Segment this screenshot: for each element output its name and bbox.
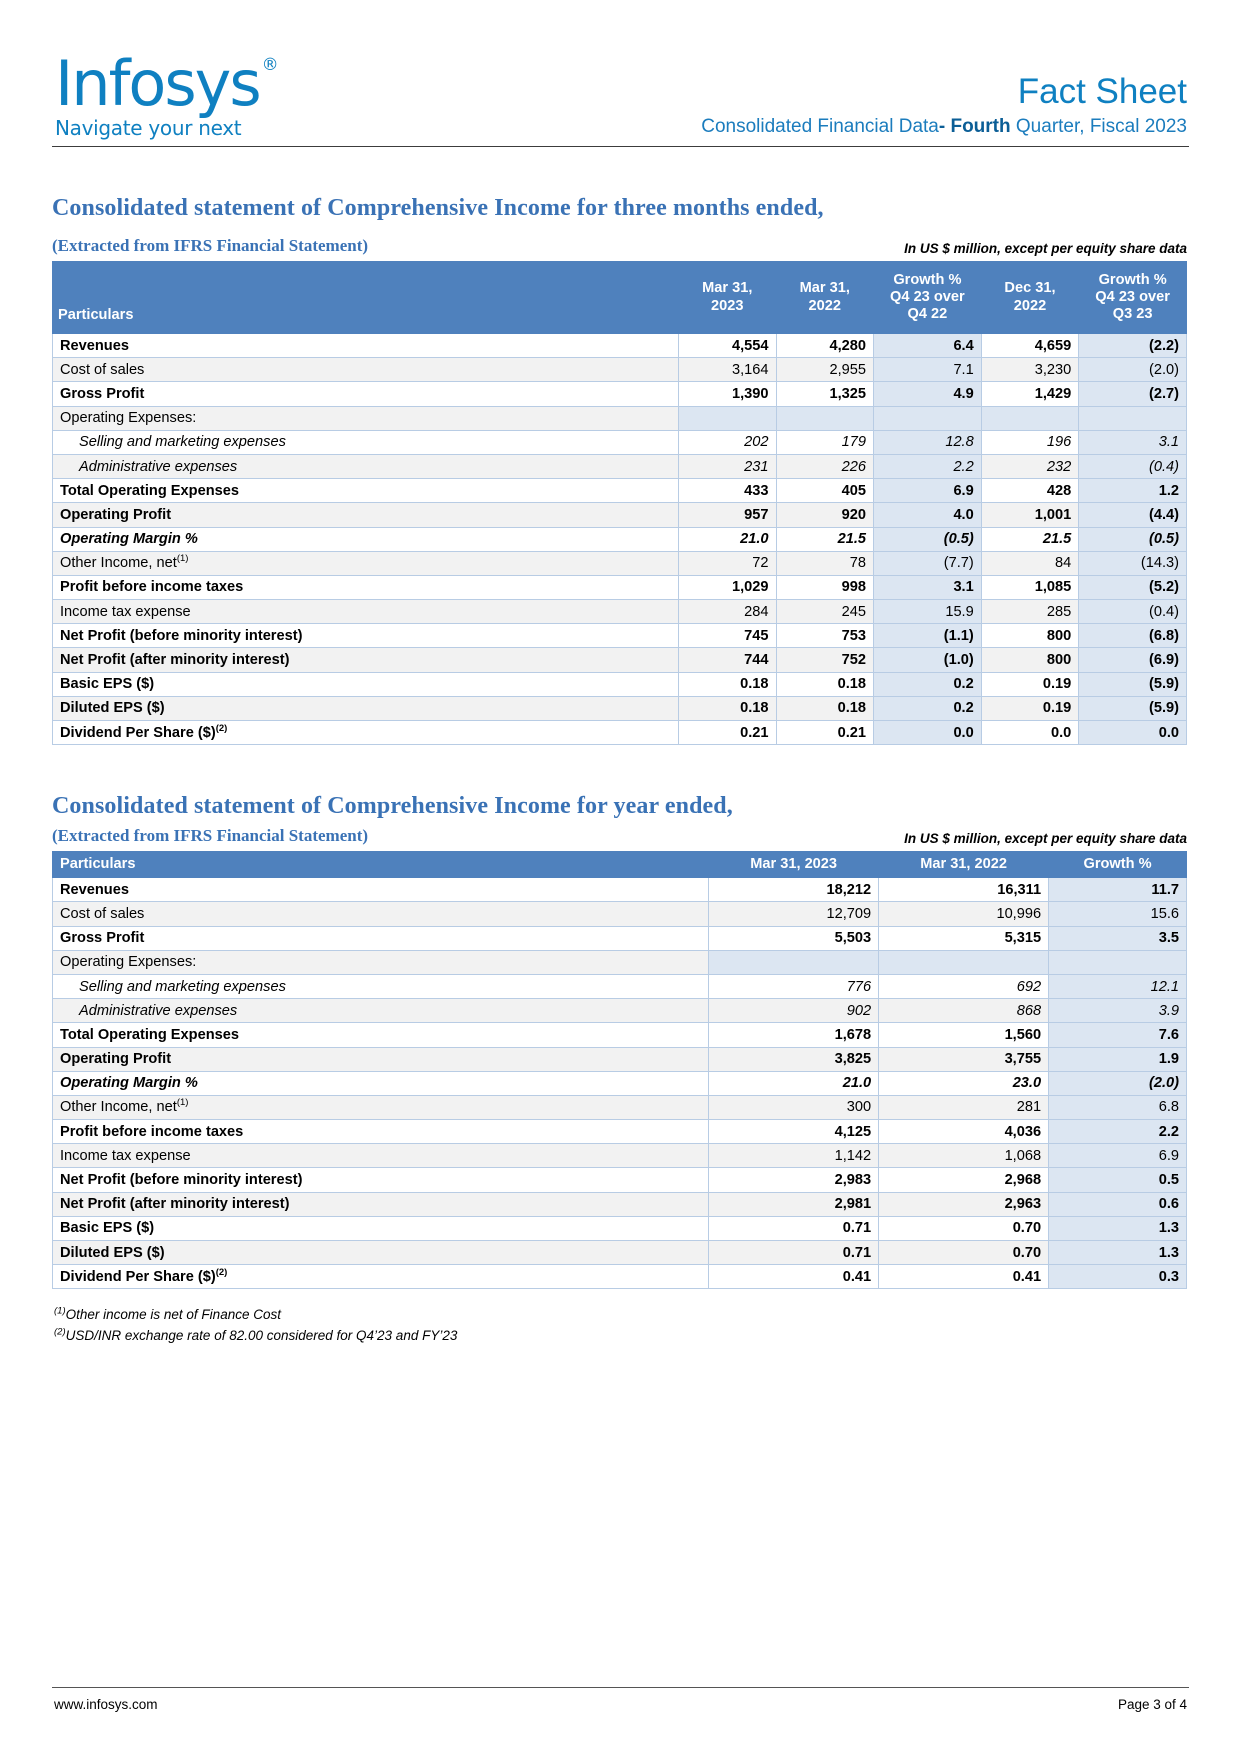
column-header-growth-q4-over-q4 — [874, 262, 982, 334]
table-row — [53, 902, 1187, 926]
footnotes — [54, 1305, 1187, 1347]
head-line-1: Mar 31, — [702, 280, 753, 297]
table-cell: (14.3) — [1079, 551, 1187, 575]
row-label: Operating Expenses: — [53, 950, 709, 974]
quarter-units-note: In US $ million, except per equity share data — [904, 241, 1187, 256]
column-header-mar-2022 — [776, 262, 874, 334]
table-row — [53, 1192, 1187, 1216]
table-cell: 2,983 — [709, 1168, 879, 1192]
page-header — [40, 0, 1197, 140]
table-row — [53, 1216, 1187, 1240]
footer-website-link[interactable]: www.infosys.com — [54, 1697, 158, 1712]
table-cell: 16,311 — [879, 878, 1049, 902]
table-row — [53, 430, 1187, 454]
table-cell: 284 — [678, 600, 776, 624]
table-cell: 3.9 — [1049, 999, 1187, 1023]
table-cell: 3.1 — [874, 575, 982, 599]
column-header-particulars: Particulars — [53, 852, 709, 878]
table-row — [53, 479, 1187, 503]
table-cell: 0.0 — [981, 721, 1079, 745]
table-cell: 0.41 — [709, 1265, 879, 1289]
footnote-marker: (1) — [176, 553, 189, 565]
footnote-1 — [54, 1305, 1187, 1326]
quarter-section-title: Consolidated statement of Comprehensive Income for three months ended, — [52, 195, 824, 221]
column-header-mar-2023 — [678, 262, 776, 334]
table-cell — [678, 406, 776, 430]
table-cell: 0.2 — [874, 696, 982, 720]
table-cell: 920 — [776, 503, 874, 527]
row-label: Operating Margin % — [53, 1071, 709, 1095]
table-row — [53, 624, 1187, 648]
table-row — [53, 1168, 1187, 1192]
table-row — [53, 672, 1187, 696]
table-cell: 0.19 — [981, 696, 1079, 720]
row-label: Operating Profit — [53, 503, 679, 527]
head-line-1: Growth % — [1098, 271, 1167, 288]
year-units-note: In US $ million, except per equity share data — [904, 831, 1187, 847]
table-cell: 78 — [776, 551, 874, 575]
table-cell — [874, 406, 982, 430]
table-cell: 84 — [981, 551, 1079, 575]
table-cell: (5.9) — [1079, 672, 1187, 696]
head-line-2: 2022 — [808, 297, 841, 314]
table-row — [53, 1265, 1187, 1289]
table-cell: 692 — [879, 974, 1049, 998]
subtitle-separator: - — [938, 116, 946, 137]
footnote-2-marker: (2) — [54, 1326, 66, 1338]
row-label: Other Income, net$^{(1)}$ — [53, 1095, 709, 1119]
table-cell: 15.6 — [1049, 902, 1187, 926]
table-row — [53, 1120, 1187, 1144]
infosys-logo — [55, 47, 277, 140]
table-cell: 2,963 — [879, 1192, 1049, 1216]
row-label: Basic EPS ($) — [53, 1216, 709, 1240]
row-label: Gross Profit — [53, 926, 709, 950]
table-cell: 5,503 — [709, 926, 879, 950]
row-label: Total Operating Expenses — [53, 1023, 709, 1047]
header-title-block — [701, 73, 1187, 141]
table-cell: 226 — [776, 454, 874, 478]
table-cell: 1,678 — [709, 1023, 879, 1047]
head-line-1: Growth % — [893, 271, 962, 288]
table-cell: 12,709 — [709, 902, 879, 926]
table-cell: 245 — [776, 600, 874, 624]
logo-tagline: Navigate your next — [55, 116, 242, 140]
page-subtitle — [701, 116, 1187, 138]
table-cell: 1.9 — [1049, 1047, 1187, 1071]
table-cell: 21.0 — [678, 527, 776, 551]
logo-wordmark-text — [55, 47, 277, 121]
table-cell: 0.41 — [879, 1265, 1049, 1289]
table-cell: 0.71 — [709, 1216, 879, 1240]
year-extracted-note: (Extracted from IFRS Financial Statement) — [52, 826, 369, 846]
table-cell — [1049, 950, 1187, 974]
table-cell: 1,325 — [776, 382, 874, 406]
table-cell: 0.18 — [776, 696, 874, 720]
row-label: Revenues — [53, 878, 709, 902]
table-cell: 281 — [879, 1095, 1049, 1119]
table-cell: 0.19 — [981, 672, 1079, 696]
table-cell: (5.2) — [1079, 575, 1187, 599]
footer-content — [40, 1688, 1197, 1712]
table-cell: (0.4) — [1079, 454, 1187, 478]
row-label: Profit before income taxes — [53, 1120, 709, 1144]
table-cell: 4,036 — [879, 1120, 1049, 1144]
footnote-marker: (1) — [176, 1097, 189, 1109]
table-cell: 428 — [981, 479, 1079, 503]
year-subtitle-row — [52, 826, 1187, 846]
table-cell: 433 — [678, 479, 776, 503]
table-cell: 744 — [678, 648, 776, 672]
table-cell: 957 — [678, 503, 776, 527]
table-row — [53, 454, 1187, 478]
table-row — [53, 974, 1187, 998]
table-cell: 800 — [981, 624, 1079, 648]
table-cell: 0.0 — [1079, 721, 1187, 745]
table-row — [53, 334, 1187, 358]
table-cell: 7.6 — [1049, 1023, 1187, 1047]
table-row — [53, 527, 1187, 551]
table-cell: 0.18 — [678, 696, 776, 720]
table-cell: 21.5 — [981, 527, 1079, 551]
row-label: Gross Profit — [53, 382, 679, 406]
row-label: Dividend Per Share ($)$^{(2)}$ — [53, 1265, 709, 1289]
table-cell: 868 — [879, 999, 1049, 1023]
table-row — [53, 382, 1187, 406]
row-label: Net Profit (before minority interest) — [53, 1168, 709, 1192]
column-header-growth-q4-over-q3 — [1079, 262, 1187, 334]
table-row — [53, 648, 1187, 672]
row-label: Operating Expenses: — [53, 406, 679, 430]
table-cell: 3,164 — [678, 358, 776, 382]
table-cell: 800 — [981, 648, 1079, 672]
table-cell: 0.3 — [1049, 1265, 1187, 1289]
table-cell: 231 — [678, 454, 776, 478]
head-line-2: Q4 23 over — [890, 288, 965, 305]
column-header-mar-2023: Mar 31, 2023 — [709, 852, 879, 878]
table-cell — [1079, 406, 1187, 430]
head-line-3: Q3 23 — [1112, 306, 1153, 323]
table-cell: 4,125 — [709, 1120, 879, 1144]
footnote-marker: (2) — [215, 1266, 228, 1278]
table-cell: 196 — [981, 430, 1079, 454]
table-cell: (0.5) — [874, 527, 982, 551]
page-title: Fact Sheet — [1017, 71, 1187, 111]
table-cell: 3.1 — [1079, 430, 1187, 454]
subtitle-pre: Consolidated Financial Data — [701, 116, 939, 137]
table-row — [53, 1095, 1187, 1119]
quarterly-table-body — [53, 334, 1187, 745]
column-header-growth: Growth % — [1049, 852, 1187, 878]
table-cell: 4.9 — [874, 382, 982, 406]
row-label: Dividend Per Share ($)$^{(2)}$ — [53, 721, 679, 745]
table-row — [53, 600, 1187, 624]
row-label: Operating Profit — [53, 1047, 709, 1071]
table-cell: (2.0) — [1049, 1071, 1187, 1095]
table-row — [53, 1071, 1187, 1095]
page-footer — [40, 1687, 1197, 1712]
row-label: Cost of sales — [53, 358, 679, 382]
row-label: Profit before income taxes — [53, 575, 679, 599]
footer-page-number: Page 3 of 4 — [1117, 1697, 1187, 1712]
table-cell: 10,996 — [879, 902, 1049, 926]
table-cell: 0.0 — [874, 721, 982, 745]
year-section-title: Consolidated statement of Comprehensive Income for year ended, — [52, 793, 733, 820]
table-cell: 2.2 — [874, 454, 982, 478]
table-cell: (2.0) — [1079, 358, 1187, 382]
quarter-section — [52, 195, 1187, 745]
table-cell: 15.9 — [874, 600, 982, 624]
table-cell: 4.0 — [874, 503, 982, 527]
table-cell: 4,659 — [981, 334, 1079, 358]
table-cell: 0.18 — [678, 672, 776, 696]
table-row — [53, 358, 1187, 382]
table-cell: 1.3 — [1049, 1241, 1187, 1265]
table-cell: 285 — [981, 600, 1079, 624]
subtitle-quarter: Fourth — [950, 116, 1011, 137]
table-cell: 1,390 — [678, 382, 776, 406]
table-cell: (0.5) — [1079, 527, 1187, 551]
table-cell: (1.0) — [874, 648, 982, 672]
row-label: Net Profit (after minority interest) — [53, 1192, 709, 1216]
table-row — [53, 1023, 1187, 1047]
table-cell: 72 — [678, 551, 776, 575]
table-cell: 1,029 — [678, 575, 776, 599]
table-cell: 6.9 — [1049, 1144, 1187, 1168]
table-cell: 0.70 — [879, 1216, 1049, 1240]
footnote-1-marker: (1) — [54, 1305, 66, 1317]
table-cell: 0.21 — [776, 721, 874, 745]
table-cell: 0.18 — [776, 672, 874, 696]
table-cell: 0.6 — [1049, 1192, 1187, 1216]
table-cell: 4,280 — [776, 334, 874, 358]
row-label: Administrative expenses — [53, 454, 679, 478]
row-label: Cost of sales — [53, 902, 709, 926]
head-line-1: Dec 31, — [1004, 280, 1056, 297]
logo-text: Infosys — [55, 47, 260, 121]
header-divider — [52, 146, 1189, 147]
table-row — [53, 696, 1187, 720]
table-row — [53, 551, 1187, 575]
quarter-extracted-note: (Extracted from IFRS Financial Statement) — [52, 236, 369, 255]
table-cell: 3,755 — [879, 1047, 1049, 1071]
table-cell: 1,142 — [709, 1144, 879, 1168]
table-cell: 6.8 — [1049, 1095, 1187, 1119]
table-row — [53, 878, 1187, 902]
table-row — [53, 999, 1187, 1023]
table-cell: 21.5 — [776, 527, 874, 551]
row-label: Total Operating Expenses — [53, 479, 679, 503]
table-cell: 2,968 — [879, 1168, 1049, 1192]
table-cell: 1,560 — [879, 1023, 1049, 1047]
table-cell: (0.4) — [1079, 600, 1187, 624]
table-cell: 0.70 — [879, 1241, 1049, 1265]
table-row — [53, 406, 1187, 430]
table-cell: 12.8 — [874, 430, 982, 454]
table-cell: 1,429 — [981, 382, 1079, 406]
table-cell: 18,212 — [709, 878, 879, 902]
footnote-2-text: USD/INR exchange rate of 82.00 considered for Q4’23 and FY’23 — [65, 1328, 458, 1344]
table-cell — [879, 950, 1049, 974]
table-cell: 1.2 — [1079, 479, 1187, 503]
row-label: Income tax expense — [53, 600, 679, 624]
table-cell: 11.7 — [1049, 878, 1187, 902]
row-label: Income tax expense — [53, 1144, 709, 1168]
table-cell: 202 — [678, 430, 776, 454]
table-row — [53, 1144, 1187, 1168]
table-cell: 3,825 — [709, 1047, 879, 1071]
table-cell: 1,001 — [981, 503, 1079, 527]
table-cell: 2.2 — [1049, 1120, 1187, 1144]
table-row — [53, 926, 1187, 950]
head-line-3: Q4 22 — [907, 306, 948, 323]
quarterly-income-table — [52, 261, 1187, 745]
table-cell: 4,554 — [678, 334, 776, 358]
table-cell: 405 — [776, 479, 874, 503]
row-label: Operating Margin % — [53, 527, 679, 551]
column-header-particulars: Particulars — [53, 262, 679, 334]
table-cell: (1.1) — [874, 624, 982, 648]
table-row — [53, 503, 1187, 527]
table-header-row — [53, 852, 1187, 878]
row-label: Administrative expenses — [53, 999, 709, 1023]
table-cell: 753 — [776, 624, 874, 648]
table-cell: 179 — [776, 430, 874, 454]
table-cell — [776, 406, 874, 430]
row-label: Other Income, net$^{(1)}$ — [53, 551, 679, 575]
table-cell: 7.1 — [874, 358, 982, 382]
year-section — [52, 793, 1187, 1289]
table-cell: (7.7) — [874, 551, 982, 575]
footnote-1-text: Other income is net of Finance Cost — [65, 1307, 281, 1323]
table-cell: 232 — [981, 454, 1079, 478]
annual-table-body — [53, 878, 1187, 1289]
table-cell: 752 — [776, 648, 874, 672]
table-cell: 0.71 — [709, 1241, 879, 1265]
table-cell: 12.1 — [1049, 974, 1187, 998]
quarter-subtitle-row — [52, 236, 1187, 256]
table-cell: 6.9 — [874, 479, 982, 503]
table-row — [53, 950, 1187, 974]
row-label: Net Profit (after minority interest) — [53, 648, 679, 672]
table-cell: 21.0 — [709, 1071, 879, 1095]
annual-income-table — [52, 851, 1187, 1289]
table-cell — [709, 950, 879, 974]
row-label: Diluted EPS ($) — [53, 696, 679, 720]
table-cell: 3.5 — [1049, 926, 1187, 950]
table-cell: 3,230 — [981, 358, 1079, 382]
row-label: Diluted EPS ($) — [53, 1241, 709, 1265]
table-cell: 776 — [709, 974, 879, 998]
row-label: Basic EPS ($) — [53, 672, 679, 696]
footnote-2 — [54, 1326, 1187, 1347]
table-cell: 5,315 — [879, 926, 1049, 950]
table-cell — [981, 406, 1079, 430]
table-cell: 2,955 — [776, 358, 874, 382]
column-header-mar-2022: Mar 31, 2022 — [879, 852, 1049, 878]
table-cell: (5.9) — [1079, 696, 1187, 720]
subtitle-post: Quarter, Fiscal 2023 — [1015, 116, 1187, 137]
table-header-row — [53, 262, 1187, 334]
table-row — [53, 1241, 1187, 1265]
table-cell: 1.3 — [1049, 1216, 1187, 1240]
table-cell: (2.2) — [1079, 334, 1187, 358]
table-cell: 2,981 — [709, 1192, 879, 1216]
head-line-2: Q4 23 over — [1095, 288, 1170, 305]
table-row — [53, 721, 1187, 745]
table-cell: 0.2 — [874, 672, 982, 696]
table-cell: (6.9) — [1079, 648, 1187, 672]
row-label: Net Profit (before minority interest) — [53, 624, 679, 648]
row-label: Selling and marketing expenses — [53, 974, 709, 998]
table-row — [53, 575, 1187, 599]
table-cell: 1,068 — [879, 1144, 1049, 1168]
row-label: Selling and marketing expenses — [53, 430, 679, 454]
table-cell: 0.21 — [678, 721, 776, 745]
head-line-1: Mar 31, — [799, 280, 850, 297]
table-cell: 1,085 — [981, 575, 1079, 599]
table-cell: 745 — [678, 624, 776, 648]
table-cell: (4.4) — [1079, 503, 1187, 527]
table-row — [53, 1047, 1187, 1071]
table-cell: 0.5 — [1049, 1168, 1187, 1192]
footnote-marker: (2) — [215, 722, 228, 734]
row-label: Revenues — [53, 334, 679, 358]
column-header-dec-2022 — [981, 262, 1079, 334]
table-cell: 300 — [709, 1095, 879, 1119]
table-cell: (2.7) — [1079, 382, 1187, 406]
registered-trademark-icon: ® — [261, 55, 277, 76]
table-cell: 23.0 — [879, 1071, 1049, 1095]
head-line-2: 2022 — [1013, 297, 1047, 314]
table-cell: 6.4 — [874, 334, 982, 358]
table-cell: 902 — [709, 999, 879, 1023]
table-cell: 998 — [776, 575, 874, 599]
table-cell: (6.8) — [1079, 624, 1187, 648]
head-line-2: 2023 — [711, 297, 744, 314]
